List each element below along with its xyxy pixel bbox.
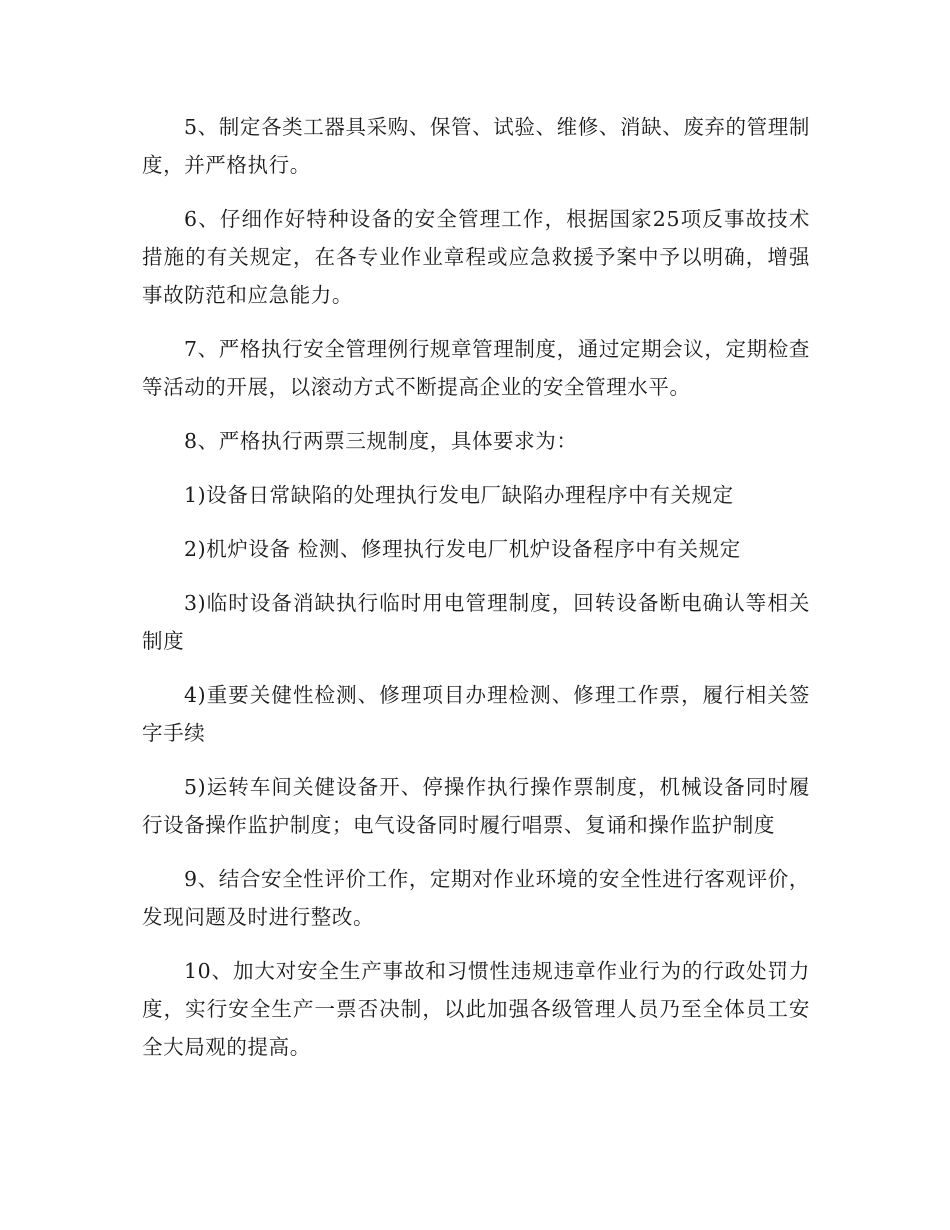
document-body	[142, 108, 810, 1082]
sub-item-5: 5)运转车间关健设备开、停操作执行操作票制度，机械设备同时履行设备操作监护制度；电气设备同时履行唱票、复诵和操作监护制度	[142, 775, 810, 837]
sub-item-3: 3)临时设备消缺执行临时用电管理制度，回转设备断电确认等相关制度	[142, 591, 810, 653]
paragraph-item-9: 9、结合安全性评价工作，定期对作业环境的安全性进行客观评价，发现问题及时进行整改。	[142, 867, 810, 929]
sub-item-4: 4)重要关健性检测、修理项目办理检测、修理工作票，履行相关签字手续	[142, 683, 810, 745]
paragraph-item-7: 7、严格执行安全管理例行规章管理制度，通过定期会议，定期检查等活动的开展，以滚动方式不断提高企业的安全管理水平。	[142, 337, 810, 399]
sub-item-1: 1)设备日常缺陷的处理执行发电厂缺陷办理程序中有关规定	[184, 483, 734, 507]
paragraph-item-5: 5、制定各类工器具采购、保管、试验、维修、消缺、废弃的管理制度，并严格执行。	[142, 115, 810, 177]
paragraph-item-8: 8、严格执行两票三规制度，具体要求为：	[184, 429, 578, 453]
paragraph-item-6: 6、仔细作好特种设备的安全管理工作，根据国家25项反事故技术措施的有关规定，在各专业作业章程或应急救援予案中予以明确，增强事故防范和应急能力。	[142, 207, 810, 307]
sub-item-2: 2)机炉设备 检测、修理执行发电厂机炉设备程序中有关规定	[184, 537, 741, 561]
paragraph-item-10: 10、加大对安全生产事故和习惯性违规违章作业行为的行政处罚力度，实行安全生产一票否决制，以此加强各级管理人员乃至全体员工安全大局观的提高。	[142, 959, 810, 1059]
